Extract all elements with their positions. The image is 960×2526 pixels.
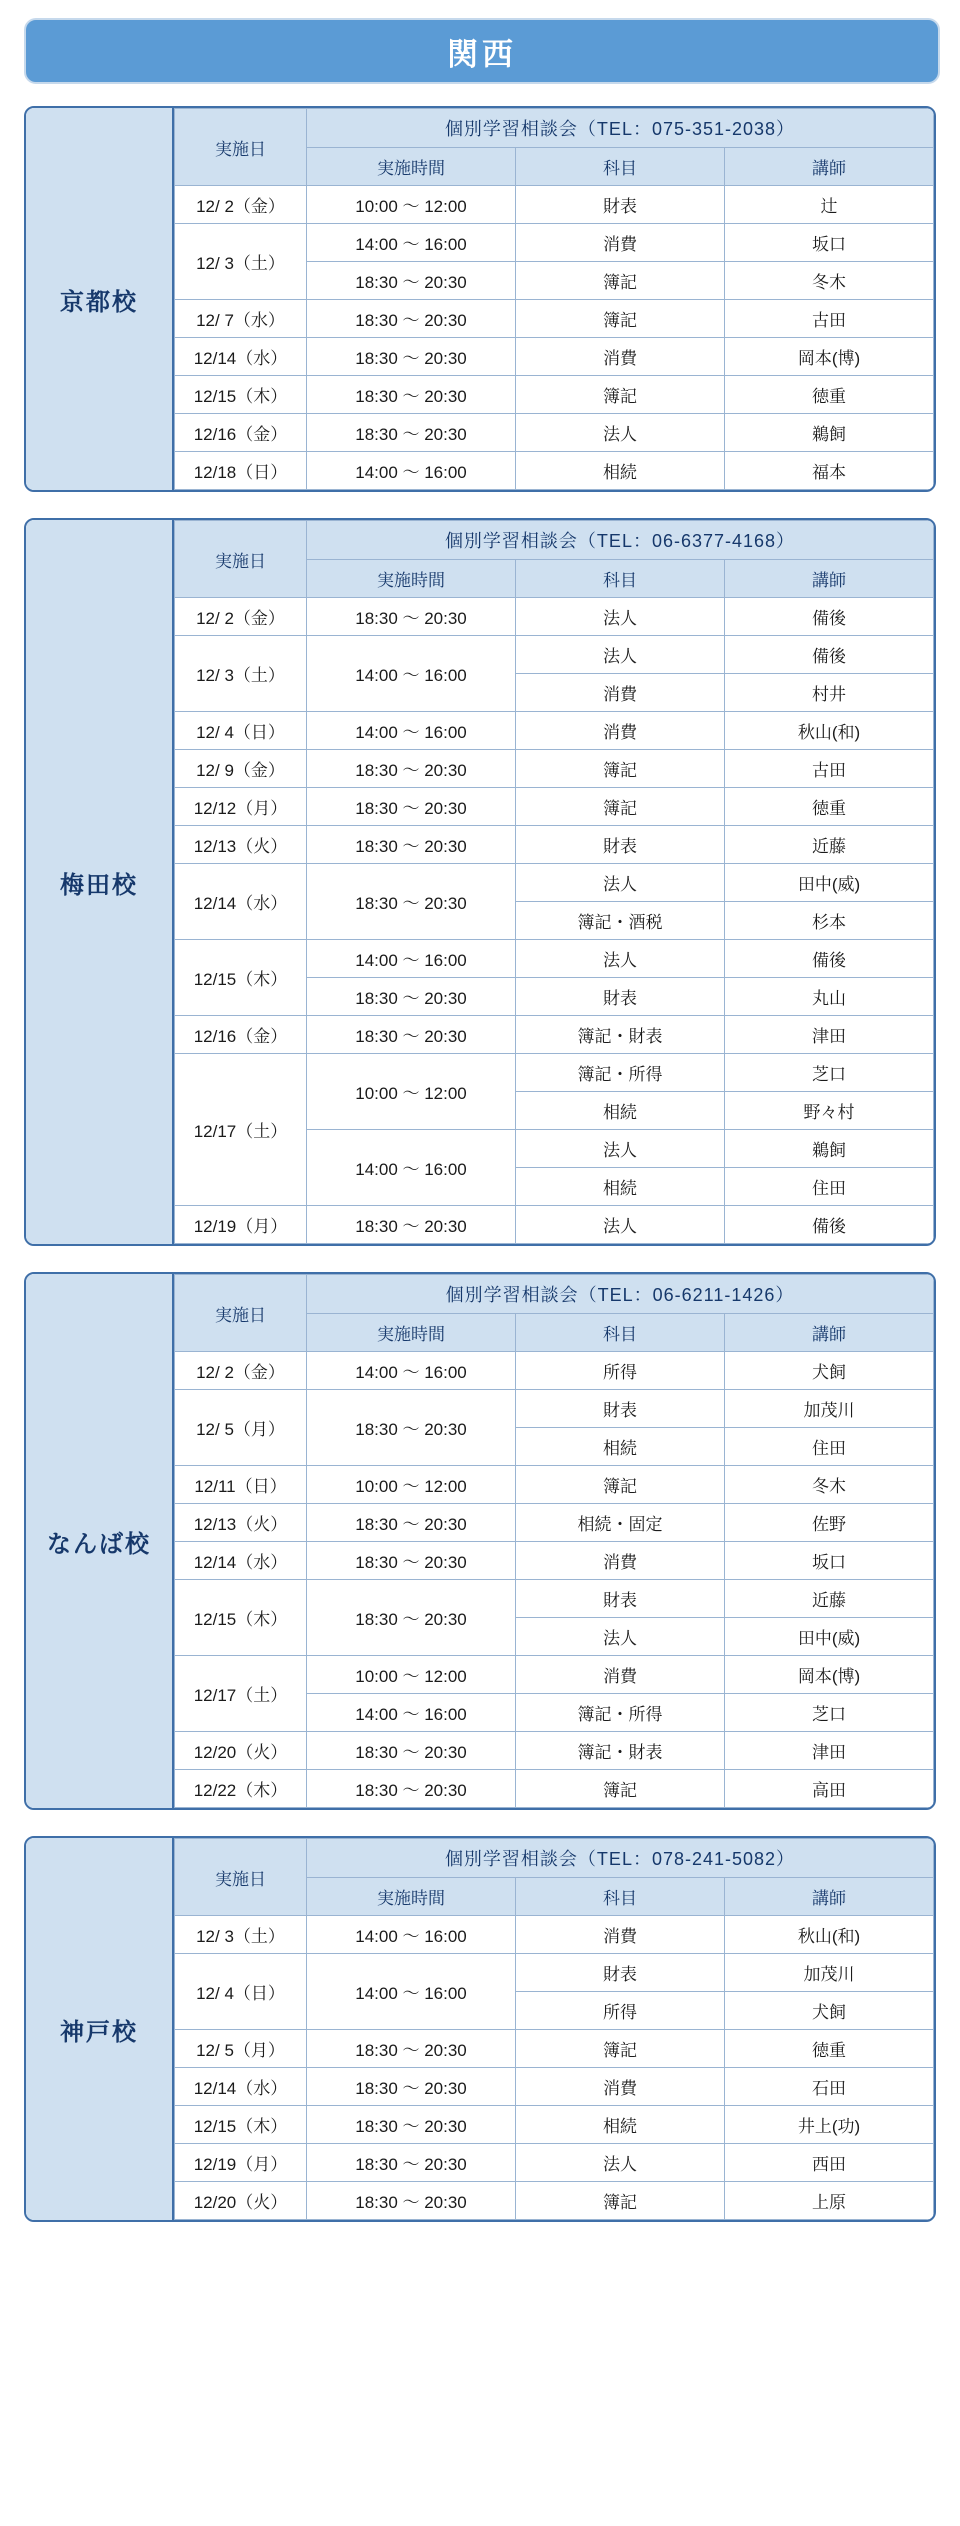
table-row <box>175 186 934 224</box>
cell-teacher: 津田 <box>725 1732 934 1770</box>
cell-teacher: 村井 <box>725 674 934 712</box>
cell-time: 18:30 ～ 20:30 <box>307 1542 516 1580</box>
cell-subject: 簿記 <box>516 262 725 300</box>
table-header-row-top <box>175 1275 934 1314</box>
cell-time: 14:00 ～ 16:00 <box>307 636 516 712</box>
cell-teacher: 丸山 <box>725 978 934 1016</box>
cell-date: 12/14（水） <box>175 864 307 940</box>
table-header-row-top <box>175 109 934 148</box>
table-row <box>175 636 934 674</box>
cell-date: 12/ 2（金） <box>175 598 307 636</box>
cell-date: 12/18（日） <box>175 452 307 490</box>
schedule-table-wrap <box>174 1838 934 2220</box>
table-row <box>175 1206 934 1244</box>
cell-teacher: 石田 <box>725 2068 934 2106</box>
cell-time: 14:00 ～ 16:00 <box>307 1130 516 1206</box>
cell-time: 18:30 ～ 20:30 <box>307 1390 516 1466</box>
cell-date: 12/ 4（日） <box>175 1954 307 2030</box>
cell-time: 18:30 ～ 20:30 <box>307 598 516 636</box>
table-row <box>175 224 934 262</box>
cell-teacher: 佐野 <box>725 1504 934 1542</box>
table-row <box>175 338 934 376</box>
cell-teacher: 辻 <box>725 186 934 224</box>
table-row <box>175 750 934 788</box>
cell-time: 18:30 ～ 20:30 <box>307 2030 516 2068</box>
cell-teacher: 徳重 <box>725 2030 934 2068</box>
cell-date: 12/17（土） <box>175 1656 307 1732</box>
cell-subject: 財表 <box>516 978 725 1016</box>
cell-time: 10:00 ～ 12:00 <box>307 1054 516 1130</box>
cell-teacher: 岡本(博) <box>725 338 934 376</box>
column-header-subject: 科目 <box>516 148 725 186</box>
cell-subject: 簿記 <box>516 300 725 338</box>
cell-time: 18:30 ～ 20:30 <box>307 414 516 452</box>
column-header-time: 実施時間 <box>307 1314 516 1352</box>
cell-date: 12/19（月） <box>175 2144 307 2182</box>
cell-teacher: 備後 <box>725 598 934 636</box>
cell-subject: 所得 <box>516 1352 725 1390</box>
cell-teacher: 秋山(和) <box>725 1916 934 1954</box>
cell-subject: 財表 <box>516 1954 725 1992</box>
schedule-table-wrap <box>174 520 934 1244</box>
table-row <box>175 1954 934 1992</box>
cell-subject: 法人 <box>516 636 725 674</box>
cell-time: 18:30 ～ 20:30 <box>307 864 516 940</box>
cell-date: 12/16（金） <box>175 414 307 452</box>
cell-teacher: 芝口 <box>725 1054 934 1092</box>
table-row <box>175 864 934 902</box>
cell-subject: 消費 <box>516 1656 725 1694</box>
cell-time: 18:30 ～ 20:30 <box>307 1732 516 1770</box>
cell-teacher: 野々村 <box>725 1092 934 1130</box>
cell-date: 12/16（金） <box>175 1016 307 1054</box>
table-row <box>175 598 934 636</box>
cell-subject: 相続・固定 <box>516 1504 725 1542</box>
schedule-table <box>174 108 934 490</box>
column-header-time: 実施時間 <box>307 148 516 186</box>
cell-teacher: 福本 <box>725 452 934 490</box>
cell-date: 12/ 3（土） <box>175 636 307 712</box>
cell-teacher: 備後 <box>725 940 934 978</box>
table-row <box>175 452 934 490</box>
cell-date: 12/14（水） <box>175 1542 307 1580</box>
table-row <box>175 1656 934 1694</box>
cell-time: 18:30 ～ 20:30 <box>307 750 516 788</box>
column-header-date: 実施日 <box>175 1275 307 1352</box>
cell-time: 14:00 ～ 16:00 <box>307 452 516 490</box>
cell-subject: 法人 <box>516 1206 725 1244</box>
cell-subject: 消費 <box>516 1916 725 1954</box>
cell-subject: 簿記・所得 <box>516 1054 725 1092</box>
cell-subject: 簿記 <box>516 2182 725 2220</box>
cell-teacher: 上原 <box>725 2182 934 2220</box>
cell-date: 12/ 9（金） <box>175 750 307 788</box>
consultation-header: 個別学習相談会（TEL：06-6211-1426） <box>307 1275 934 1314</box>
table-row <box>175 1054 934 1092</box>
cell-teacher: 加茂川 <box>725 1390 934 1428</box>
column-header-time: 実施時間 <box>307 560 516 598</box>
consultation-header: 個別学習相談会（TEL：06-6377-4168） <box>307 521 934 560</box>
schedule-table <box>174 1838 934 2220</box>
cell-time: 14:00 ～ 16:00 <box>307 712 516 750</box>
cell-time: 18:30 ～ 20:30 <box>307 1206 516 1244</box>
cell-teacher: 近藤 <box>725 1580 934 1618</box>
cell-time: 18:30 ～ 20:30 <box>307 1580 516 1656</box>
cell-date: 12/ 5（月） <box>175 2030 307 2068</box>
column-header-subject: 科目 <box>516 1878 725 1916</box>
cell-subject: 簿記 <box>516 788 725 826</box>
cell-teacher: 冬木 <box>725 262 934 300</box>
cell-date: 12/ 2（金） <box>175 186 307 224</box>
table-header-row-top <box>175 1839 934 1878</box>
cell-teacher: 徳重 <box>725 788 934 826</box>
schedule-table-wrap <box>174 108 934 490</box>
cell-date: 12/ 3（土） <box>175 224 307 300</box>
cell-subject: 財表 <box>516 186 725 224</box>
cell-time: 18:30 ～ 20:30 <box>307 788 516 826</box>
cell-time: 18:30 ～ 20:30 <box>307 2106 516 2144</box>
table-row <box>175 2182 934 2220</box>
cell-teacher: 芝口 <box>725 1694 934 1732</box>
table-row <box>175 1542 934 1580</box>
banner-title: 関西 <box>447 36 517 72</box>
cell-time: 10:00 ～ 12:00 <box>307 1656 516 1694</box>
school-name: 梅田校 <box>26 520 174 1244</box>
cell-teacher: 犬飼 <box>725 1992 934 2030</box>
school-block <box>24 1836 936 2222</box>
table-row <box>175 940 934 978</box>
school-name: 神戸校 <box>26 1838 174 2220</box>
cell-time: 18:30 ～ 20:30 <box>307 262 516 300</box>
cell-subject: 消費 <box>516 338 725 376</box>
consultation-header: 個別学習相談会（TEL：078-241-5082） <box>307 1839 934 1878</box>
cell-subject: 簿記 <box>516 376 725 414</box>
cell-subject: 消費 <box>516 712 725 750</box>
cell-date: 12/15（木） <box>175 376 307 414</box>
cell-teacher: 冬木 <box>725 1466 934 1504</box>
schedule-table <box>174 1274 934 1808</box>
table-row <box>175 826 934 864</box>
column-header-subject: 科目 <box>516 560 725 598</box>
column-header-date: 実施日 <box>175 109 307 186</box>
table-row <box>175 1504 934 1542</box>
cell-time: 18:30 ～ 20:30 <box>307 978 516 1016</box>
column-header-teacher: 講師 <box>725 560 934 598</box>
table-header-row-top <box>175 521 934 560</box>
cell-teacher: 田中(威) <box>725 1618 934 1656</box>
cell-subject: 法人 <box>516 864 725 902</box>
table-row <box>175 376 934 414</box>
cell-subject: 法人 <box>516 2144 725 2182</box>
cell-teacher: 加茂川 <box>725 1954 934 1992</box>
cell-date: 12/22（木） <box>175 1770 307 1808</box>
cell-time: 10:00 ～ 12:00 <box>307 186 516 224</box>
school-name: なんば校 <box>26 1274 174 1808</box>
cell-time: 18:30 ～ 20:30 <box>307 1016 516 1054</box>
cell-time: 14:00 ～ 16:00 <box>307 1694 516 1732</box>
cell-date: 12/ 4（日） <box>175 712 307 750</box>
cell-date: 12/ 5（月） <box>175 1390 307 1466</box>
cell-time: 18:30 ～ 20:30 <box>307 338 516 376</box>
cell-subject: 簿記・財表 <box>516 1732 725 1770</box>
table-row <box>175 788 934 826</box>
cell-teacher: 岡本(博) <box>725 1656 934 1694</box>
table-row <box>175 1580 934 1618</box>
cell-subject: 相続 <box>516 1428 725 1466</box>
column-header-subject: 科目 <box>516 1314 725 1352</box>
cell-date: 12/ 7（水） <box>175 300 307 338</box>
cell-subject: 法人 <box>516 940 725 978</box>
column-header-time: 実施時間 <box>307 1878 516 1916</box>
cell-teacher: 備後 <box>725 1206 934 1244</box>
cell-subject: 簿記 <box>516 1466 725 1504</box>
table-row <box>175 1770 934 1808</box>
column-header-date: 実施日 <box>175 521 307 598</box>
cell-date: 12/20（火） <box>175 2182 307 2220</box>
cell-teacher: 西田 <box>725 2144 934 2182</box>
cell-teacher: 井上(功) <box>725 2106 934 2144</box>
cell-subject: 簿記 <box>516 1770 725 1808</box>
cell-teacher: 坂口 <box>725 224 934 262</box>
cell-subject: 相続 <box>516 1092 725 1130</box>
cell-subject: 消費 <box>516 674 725 712</box>
cell-date: 12/14（水） <box>175 2068 307 2106</box>
cell-subject: 法人 <box>516 1130 725 1168</box>
cell-teacher: 津田 <box>725 1016 934 1054</box>
table-row <box>175 1916 934 1954</box>
table-row <box>175 1466 934 1504</box>
cell-date: 12/15（木） <box>175 940 307 1016</box>
cell-time: 14:00 ～ 16:00 <box>307 224 516 262</box>
cell-date: 12/20（火） <box>175 1732 307 1770</box>
school-name: 京都校 <box>26 108 174 490</box>
cell-time: 14:00 ～ 16:00 <box>307 1954 516 2030</box>
cell-teacher: 備後 <box>725 636 934 674</box>
table-row <box>175 1732 934 1770</box>
school-block-list <box>24 106 936 2222</box>
school-block <box>24 106 936 492</box>
column-header-teacher: 講師 <box>725 1314 934 1352</box>
cell-time: 18:30 ～ 20:30 <box>307 1504 516 1542</box>
cell-time: 18:30 ～ 20:30 <box>307 826 516 864</box>
cell-teacher: 徳重 <box>725 376 934 414</box>
cell-subject: 相続 <box>516 452 725 490</box>
consultation-header: 個別学習相談会（TEL：075-351-2038） <box>307 109 934 148</box>
table-row <box>175 712 934 750</box>
cell-subject: 財表 <box>516 1580 725 1618</box>
table-row <box>175 2068 934 2106</box>
cell-time: 14:00 ～ 16:00 <box>307 940 516 978</box>
cell-time: 18:30 ～ 20:30 <box>307 2144 516 2182</box>
cell-teacher: 坂口 <box>725 1542 934 1580</box>
schedule-table <box>174 520 934 1244</box>
cell-teacher: 田中(威) <box>725 864 934 902</box>
cell-subject: 相続 <box>516 2106 725 2144</box>
cell-subject: 簿記・酒税 <box>516 902 725 940</box>
column-header-teacher: 講師 <box>725 148 934 186</box>
table-row <box>175 2144 934 2182</box>
cell-subject: 消費 <box>516 1542 725 1580</box>
column-header-teacher: 講師 <box>725 1878 934 1916</box>
cell-subject: 所得 <box>516 1992 725 2030</box>
cell-teacher: 杉本 <box>725 902 934 940</box>
cell-subject: 法人 <box>516 598 725 636</box>
cell-subject: 簿記 <box>516 750 725 788</box>
cell-teacher: 古田 <box>725 750 934 788</box>
cell-teacher: 秋山(和) <box>725 712 934 750</box>
table-row <box>175 2030 934 2068</box>
school-block <box>24 518 936 1246</box>
cell-date: 12/13（火） <box>175 826 307 864</box>
table-row <box>175 2106 934 2144</box>
cell-teacher: 高田 <box>725 1770 934 1808</box>
cell-date: 12/15（木） <box>175 2106 307 2144</box>
cell-subject: 財表 <box>516 1390 725 1428</box>
cell-teacher: 古田 <box>725 300 934 338</box>
cell-subject: 財表 <box>516 826 725 864</box>
cell-time: 18:30 ～ 20:30 <box>307 376 516 414</box>
cell-time: 10:00 ～ 12:00 <box>307 1466 516 1504</box>
cell-subject: 相続 <box>516 1168 725 1206</box>
cell-time: 18:30 ～ 20:30 <box>307 2068 516 2106</box>
cell-subject: 簿記・所得 <box>516 1694 725 1732</box>
cell-subject: 簿記 <box>516 2030 725 2068</box>
cell-subject: 法人 <box>516 414 725 452</box>
cell-date: 12/14（水） <box>175 338 307 376</box>
cell-date: 12/17（土） <box>175 1054 307 1206</box>
cell-date: 12/13（火） <box>175 1504 307 1542</box>
cell-date: 12/19（月） <box>175 1206 307 1244</box>
cell-teacher: 犬飼 <box>725 1352 934 1390</box>
cell-subject: 簿記・財表 <box>516 1016 725 1054</box>
cell-teacher: 住田 <box>725 1428 934 1466</box>
cell-teacher: 鵜飼 <box>725 1130 934 1168</box>
cell-date: 12/12（月） <box>175 788 307 826</box>
region-banner <box>24 18 940 84</box>
cell-date: 12/ 2（金） <box>175 1352 307 1390</box>
cell-time: 18:30 ～ 20:30 <box>307 300 516 338</box>
cell-date: 12/15（木） <box>175 1580 307 1656</box>
cell-subject: 法人 <box>516 1618 725 1656</box>
cell-time: 14:00 ～ 16:00 <box>307 1352 516 1390</box>
cell-time: 14:00 ～ 16:00 <box>307 1916 516 1954</box>
cell-teacher: 住田 <box>725 1168 934 1206</box>
cell-subject: 消費 <box>516 2068 725 2106</box>
column-header-date: 実施日 <box>175 1839 307 1916</box>
schedule-table-wrap <box>174 1274 934 1808</box>
school-block <box>24 1272 936 1810</box>
table-row <box>175 414 934 452</box>
table-row <box>175 1390 934 1428</box>
table-row <box>175 1016 934 1054</box>
cell-date: 12/11（日） <box>175 1466 307 1504</box>
cell-time: 18:30 ～ 20:30 <box>307 2182 516 2220</box>
cell-subject: 消費 <box>516 224 725 262</box>
cell-time: 18:30 ～ 20:30 <box>307 1770 516 1808</box>
cell-date: 12/ 3（土） <box>175 1916 307 1954</box>
table-row <box>175 300 934 338</box>
cell-teacher: 鵜飼 <box>725 414 934 452</box>
table-row <box>175 1352 934 1390</box>
cell-teacher: 近藤 <box>725 826 934 864</box>
